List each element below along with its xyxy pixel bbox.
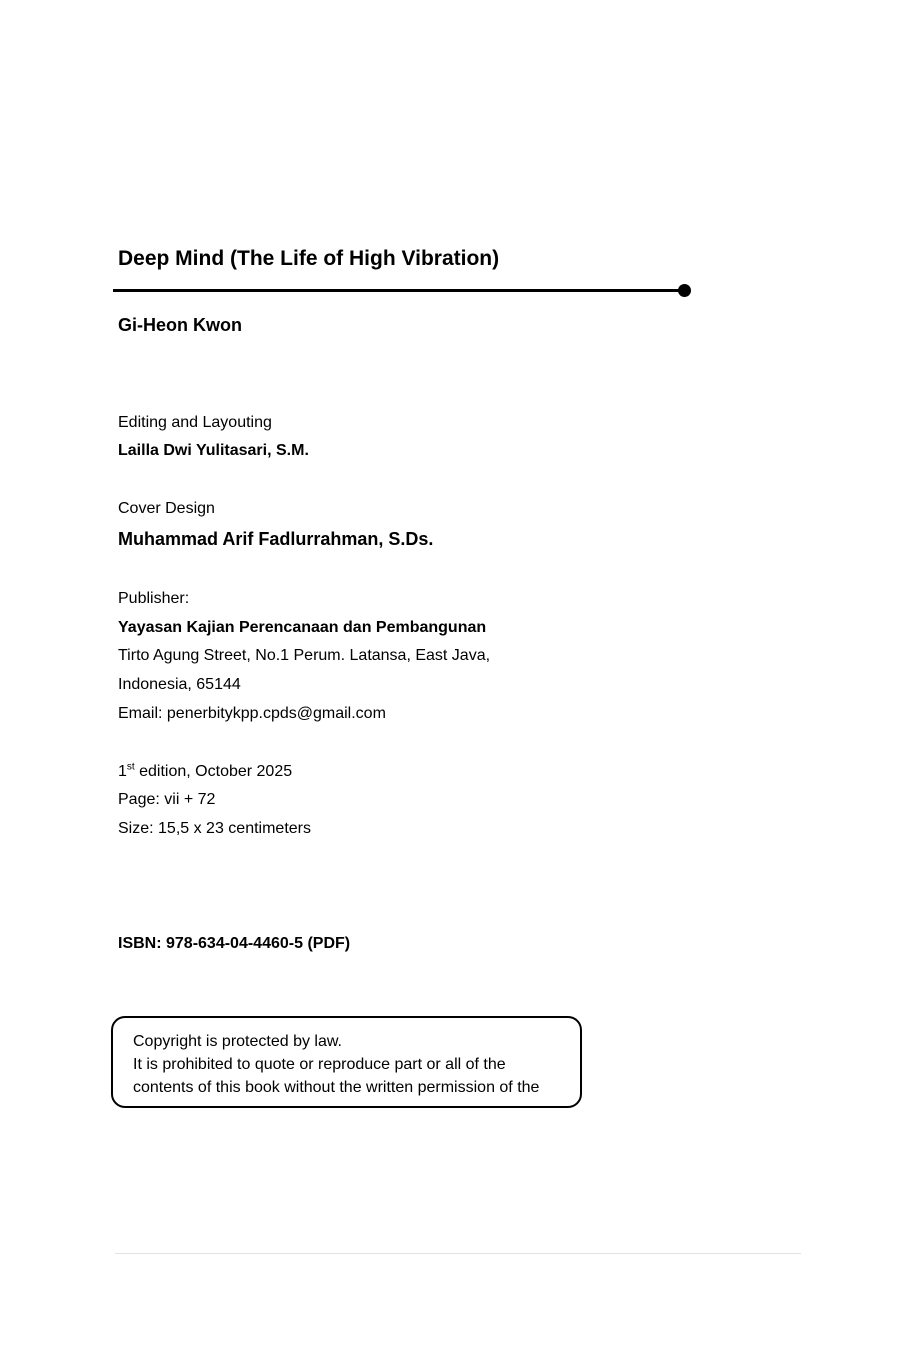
copyright-line-1: Copyright is protected by law. bbox=[133, 1033, 342, 1050]
edition-text: edition, October 2025 bbox=[134, 763, 293, 780]
title-divider-dot bbox=[678, 284, 691, 297]
book-title: Deep Mind (The Life of High Vibration) bbox=[118, 247, 500, 270]
edition-number: 1 bbox=[118, 763, 127, 780]
title-divider-line bbox=[113, 289, 685, 292]
copyright-line-2: It is prohibited to quote or reproduce part or all of the bbox=[133, 1056, 506, 1073]
author-name: Gi-Heon Kwon bbox=[118, 315, 242, 335]
cover-designer-name: Muhammad Arif Fadlurrahman, S.Ds. bbox=[118, 529, 434, 549]
editing-label: Editing and Layouting bbox=[118, 414, 272, 431]
copyright-line-3: contents of this book without the written permission of the bbox=[133, 1079, 540, 1096]
edition-info bbox=[118, 763, 292, 781]
publisher-email: Email: penerbitykpp.cpds@gmail.com bbox=[118, 705, 386, 722]
isbn: ISBN: 978-634-04-4460-5 (PDF) bbox=[118, 935, 351, 952]
editor-name: Lailla Dwi Yulitasari, S.M. bbox=[118, 442, 309, 459]
publisher-address-line1: Tirto Agung Street, No.1 Perum. Latansa, East Java, bbox=[118, 647, 491, 664]
publisher-address-line2: Indonesia, 65144 bbox=[118, 676, 241, 693]
copyright-notice-box bbox=[111, 1016, 582, 1108]
footer-divider bbox=[115, 1253, 801, 1254]
page-count: Page: vii + 72 bbox=[118, 791, 216, 808]
edition-ordinal-suffix: st bbox=[126, 761, 135, 773]
publisher-name: Yayasan Kajian Perencanaan dan Pembangunan bbox=[118, 619, 487, 636]
cover-design-label: Cover Design bbox=[118, 500, 215, 517]
book-size: Size: 15,5 x 23 centimeters bbox=[118, 820, 311, 837]
publisher-label: Publisher: bbox=[118, 590, 190, 607]
